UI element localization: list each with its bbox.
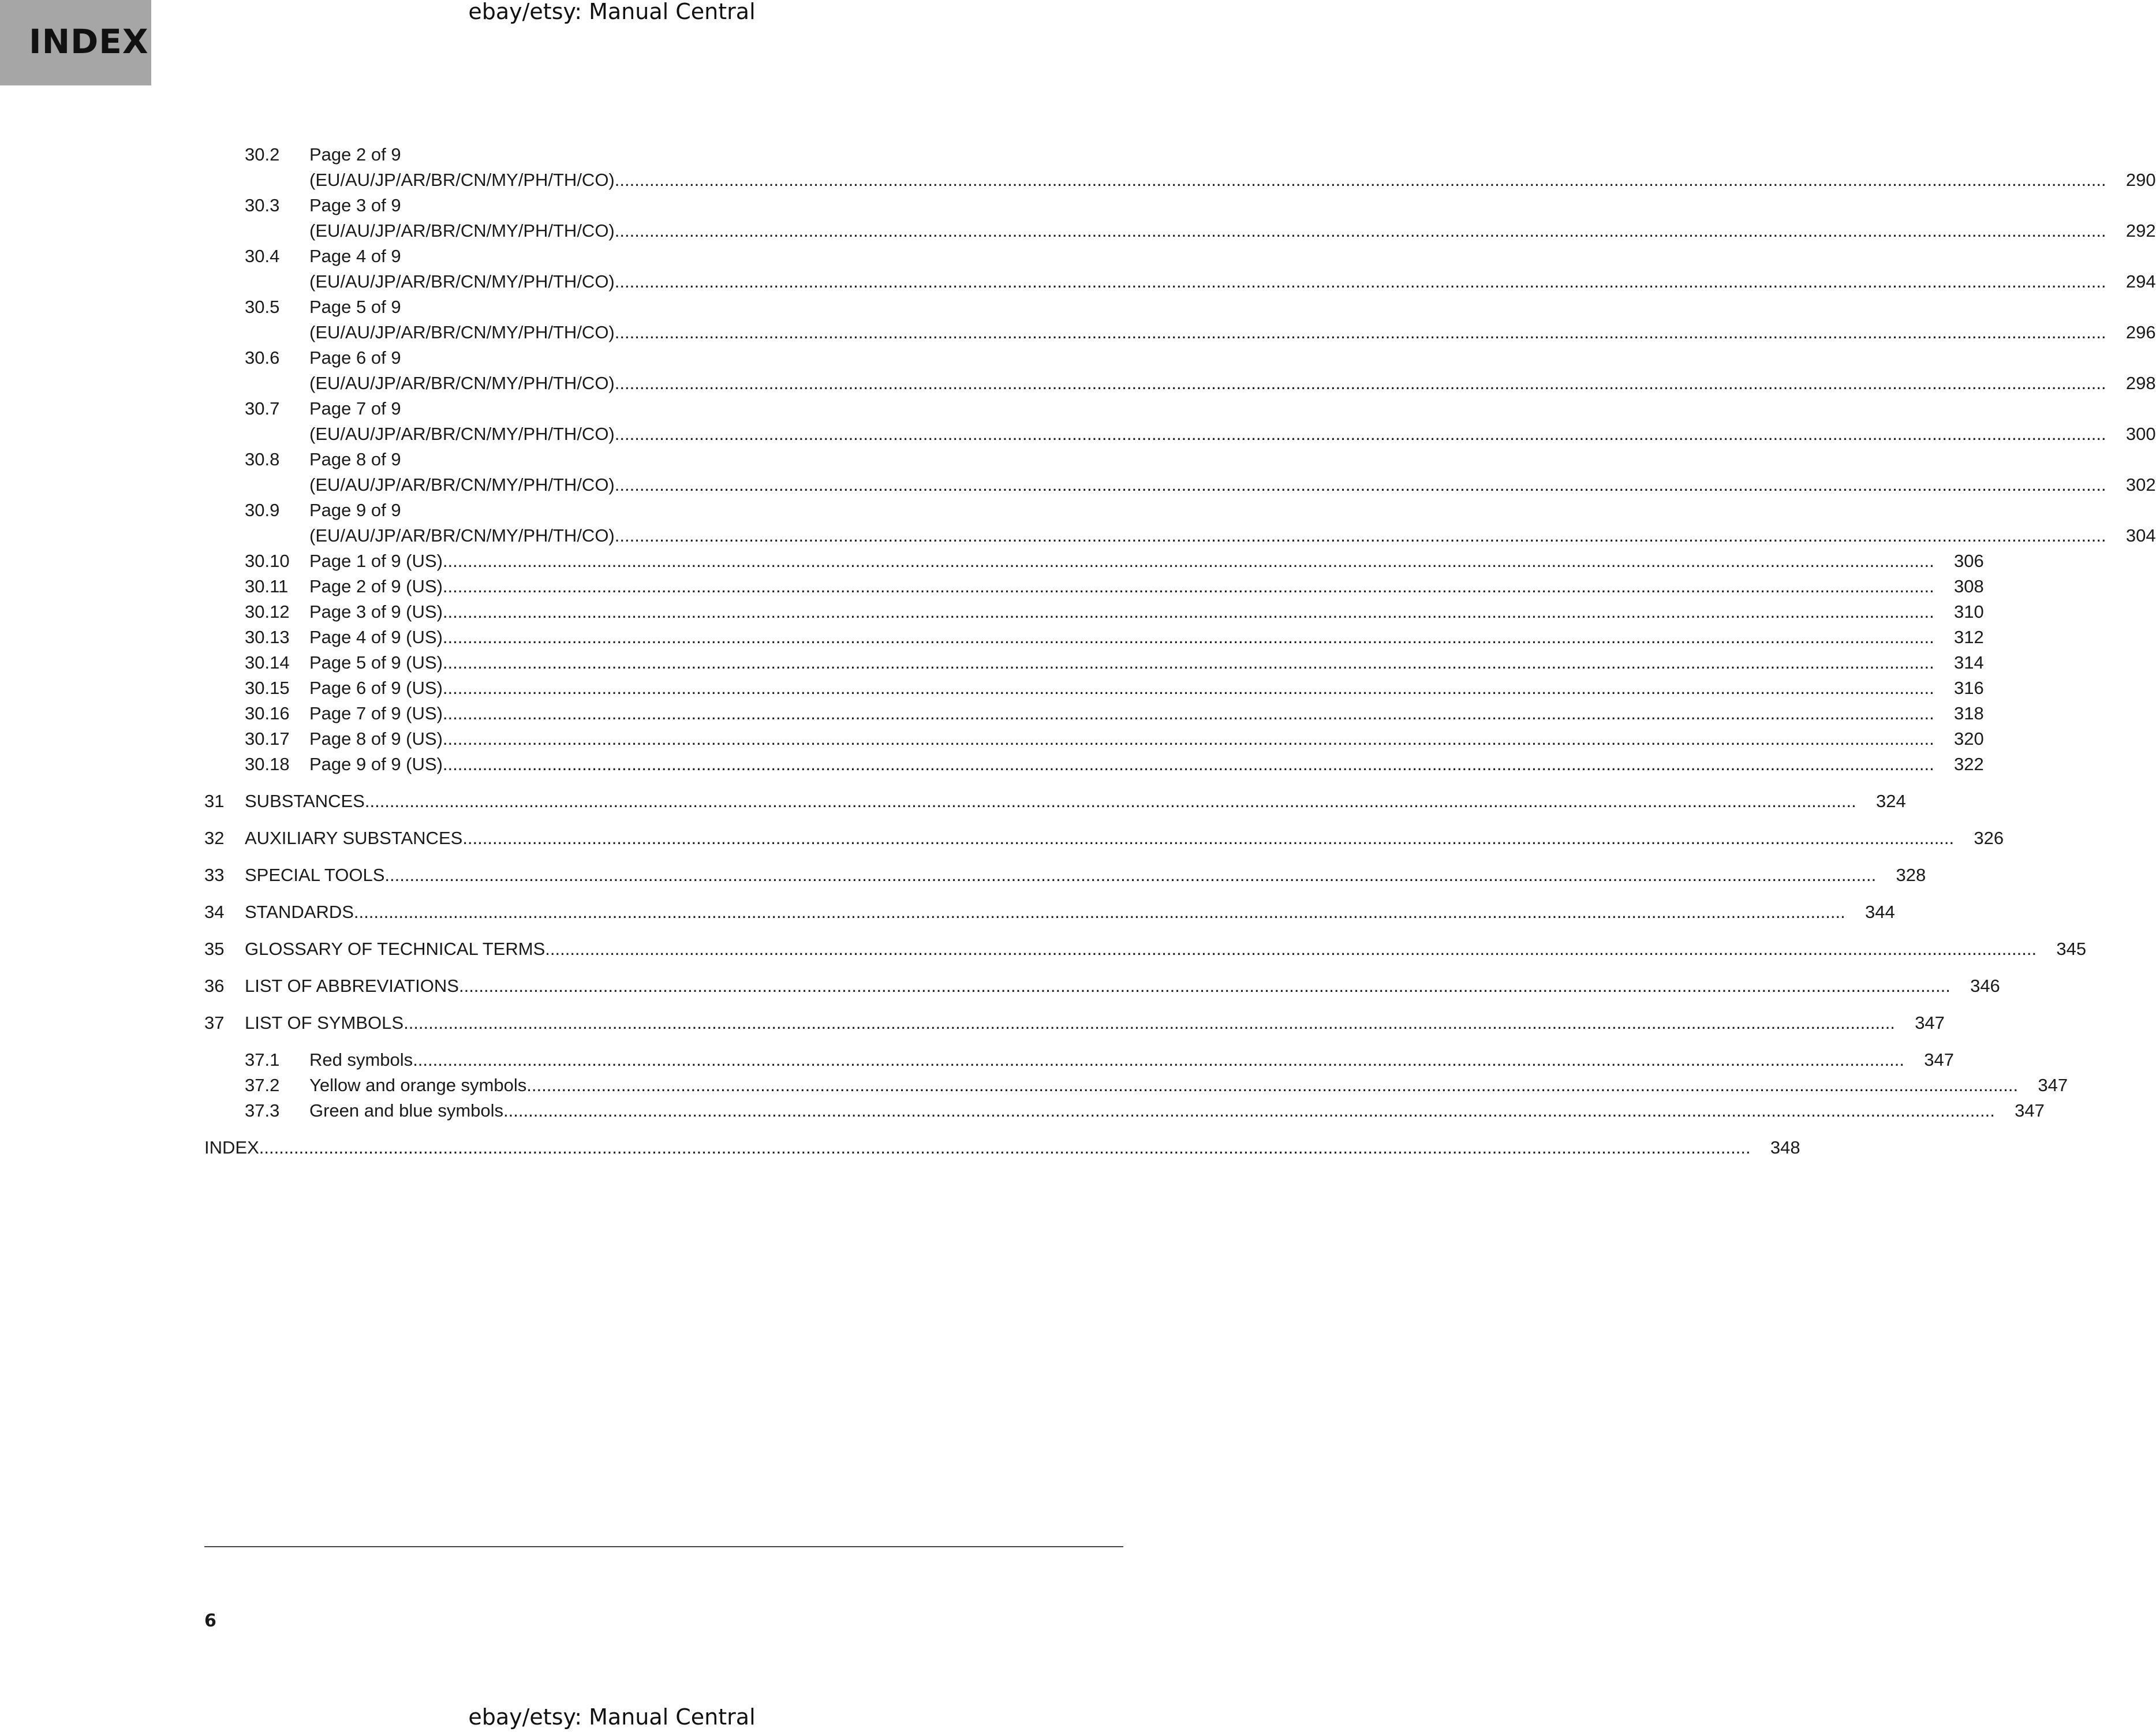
- toc-leader-dots: ............................................................................................................................................................................................................................................................................................................: [442, 576, 1934, 596]
- toc-entry-number: 30.6: [245, 348, 280, 368]
- toc-entry-title: Red symbols: [309, 1050, 413, 1070]
- table-of-contents: [204, 142, 2156, 1160]
- toc-entry-page: 347: [2038, 1075, 2068, 1095]
- toc-entry[interactable]: [204, 548, 1984, 574]
- toc-entry-number: 30.16: [245, 703, 290, 723]
- toc-leader-dots: ............................................................................................................................................................................................................................................................................................................: [458, 976, 1951, 996]
- toc-entry[interactable]: [204, 294, 2156, 345]
- toc-leader-dots: ............................................................................................................................................................................................................................................................................................................: [442, 602, 1934, 622]
- toc-entry-page: 322: [1954, 754, 1984, 774]
- toc-entry-title-continued: (EU/AU/JP/AR/BR/CN/MY/PH/TH/CO): [309, 221, 615, 241]
- toc-leader-dots: ............................................................................................................................................................................................................................................................................................................: [614, 373, 2106, 393]
- toc-entry-number: 30.11: [245, 576, 289, 596]
- toc-entry[interactable]: [204, 726, 1984, 752]
- toc-entry-number: 31: [204, 791, 225, 811]
- toc-leader-dots: ............................................................................................................................................................................................................................................................................................................: [442, 703, 1934, 723]
- toc-entry[interactable]: [204, 863, 1926, 888]
- toc-leader-dots: ............................................................................................................................................................................................................................................................................................................: [462, 828, 1955, 848]
- toc-entry[interactable]: [204, 1098, 2045, 1123]
- toc-entry-title: Page 6 of 9 (US): [309, 678, 443, 698]
- page-number: 6: [204, 1611, 216, 1631]
- toc-group-30-us: [204, 548, 1984, 777]
- toc-entry[interactable]: [204, 752, 1984, 777]
- toc-entry-number: 30.5: [245, 297, 280, 317]
- toc-entry-number: 30.17: [245, 729, 290, 749]
- toc-entry-page: 324: [1875, 791, 1906, 811]
- toc-entry-page: 302: [2125, 475, 2156, 495]
- toc-entry-title: Page 9 of 9 (US): [309, 754, 443, 774]
- toc-entry-number: 30.3: [245, 195, 280, 215]
- toc-entry-page: 314: [1954, 652, 1984, 673]
- toc-leader-dots: ............................................................................................................................................................................................................................................................................................................: [413, 1050, 1905, 1070]
- toc-entry-page: 348: [1770, 1137, 1800, 1158]
- toc-entry-page: 310: [1954, 602, 1984, 622]
- toc-entry-number: 36: [204, 976, 225, 996]
- toc-entry-number: 35: [204, 939, 225, 959]
- toc-entry[interactable]: [204, 973, 2000, 999]
- toc-entry-title: Page 1 of 9 (US): [309, 551, 443, 571]
- toc-entry-number: 30.9: [245, 500, 280, 520]
- toc-leader-dots: ............................................................................................................................................................................................................................................................................................................: [259, 1137, 1751, 1158]
- toc-entry[interactable]: [204, 498, 2156, 548]
- toc-entry-number: 30.4: [245, 246, 280, 266]
- toc-entry-title-continued: (EU/AU/JP/AR/BR/CN/MY/PH/TH/CO): [309, 322, 615, 342]
- footer-watermark: ebay/etsy: Manual Central: [468, 1704, 756, 1730]
- toc-entry-page: 296: [2125, 322, 2156, 342]
- toc-group-37: [204, 1047, 2068, 1123]
- toc-leader-dots: ............................................................................................................................................................................................................................................................................................................: [442, 652, 1934, 673]
- toc-entry-page: 347: [1915, 1013, 1945, 1033]
- toc-leader-dots: ............................................................................................................................................................................................................................................................................................................: [442, 678, 1934, 698]
- toc-entry-page: 306: [1954, 551, 1984, 571]
- toc-entry-title: Page 2 of 9 (US): [309, 576, 443, 596]
- toc-entry-title: Green and blue symbols: [309, 1100, 504, 1121]
- toc-entry-title: INDEX: [204, 1137, 259, 1158]
- toc-entry-title: Page 5 of 9: [309, 297, 401, 317]
- toc-entry[interactable]: [204, 599, 1984, 625]
- toc-entry-title: Yellow and orange symbols: [309, 1075, 527, 1095]
- toc-entry[interactable]: [204, 625, 1984, 650]
- toc-entry[interactable]: [204, 244, 2156, 294]
- toc-leader-dots: ............................................................................................................................................................................................................................................................................................................: [384, 865, 1877, 885]
- toc-entry[interactable]: [204, 193, 2156, 244]
- toc-entry-title: Page 4 of 9 (US): [309, 627, 443, 647]
- toc-entry[interactable]: [204, 142, 2156, 193]
- toc-entry-title-continued: (EU/AU/JP/AR/BR/CN/MY/PH/TH/CO): [309, 271, 615, 292]
- toc-entry-page: 292: [2125, 221, 2156, 241]
- toc-entry-number: 30.7: [245, 398, 280, 419]
- toc-entry-title-continued: (EU/AU/JP/AR/BR/CN/MY/PH/TH/CO): [309, 525, 615, 546]
- toc-entry-title: Page 3 of 9 (US): [309, 602, 443, 622]
- toc-entry[interactable]: [204, 1073, 2068, 1098]
- toc-entry-page: 344: [1865, 902, 1895, 922]
- section-tab-label: INDEX: [29, 22, 149, 61]
- toc-group-chapters: [204, 789, 2087, 1036]
- toc-entry-page: 312: [1954, 627, 1984, 647]
- toc-entry-index[interactable]: [204, 1135, 1800, 1160]
- toc-entry-page: 320: [1954, 729, 1984, 749]
- toc-entry-title: Page 8 of 9: [309, 449, 401, 469]
- toc-leader-dots: ............................................................................................................................................................................................................................................................................................................: [614, 221, 2106, 241]
- toc-entry-title: Page 9 of 9: [309, 500, 401, 520]
- toc-entry[interactable]: [204, 396, 2156, 447]
- toc-entry-number: 37.2: [245, 1075, 280, 1095]
- toc-leader-dots: ............................................................................................................................................................................................................................................................................................................: [442, 754, 1934, 774]
- toc-entry-page: 308: [1954, 576, 1984, 596]
- toc-entry[interactable]: [204, 789, 1906, 814]
- toc-entry-page: 316: [1954, 678, 1984, 698]
- toc-leader-dots: ............................................................................................................................................................................................................................................................................................................: [614, 170, 2106, 190]
- toc-entry-number: 30.18: [245, 754, 290, 774]
- toc-entry[interactable]: [204, 1047, 1955, 1073]
- toc-entry-title: Page 8 of 9 (US): [309, 729, 443, 749]
- toc-entry-title: Page 7 of 9 (US): [309, 703, 443, 723]
- toc-leader-dots: ............................................................................................................................................................................................................................................................................................................: [503, 1100, 1995, 1121]
- toc-entry[interactable]: [204, 899, 1895, 925]
- toc-entry-number: 30.14: [245, 652, 290, 673]
- toc-entry-title-continued: (EU/AU/JP/AR/BR/CN/MY/PH/TH/CO): [309, 475, 615, 495]
- toc-entry-title: Page 7 of 9: [309, 398, 401, 419]
- toc-entry-title: LIST OF ABBREVIATIONS: [245, 976, 459, 996]
- toc-leader-dots: ............................................................................................................................................................................................................................................................................................................: [614, 525, 2106, 546]
- toc-entry-number: 37.1: [245, 1050, 280, 1070]
- toc-entry[interactable]: [204, 447, 2156, 498]
- toc-entry-title-continued: (EU/AU/JP/AR/BR/CN/MY/PH/TH/CO): [309, 373, 615, 393]
- toc-entry-number: 37: [204, 1013, 225, 1033]
- toc-entry-number: 33: [204, 865, 225, 885]
- toc-leader-dots: ............................................................................................................................................................................................................................................................................................................: [526, 1075, 2019, 1095]
- toc-entry-number: 30.2: [245, 144, 280, 165]
- toc-leader-dots: ............................................................................................................................................................................................................................................................................................................: [442, 551, 1934, 571]
- toc-entry[interactable]: [204, 936, 2087, 962]
- toc-entry-number: 30.10: [245, 551, 290, 571]
- toc-entry[interactable]: [204, 1010, 1945, 1036]
- toc-entry-title: SUBSTANCES: [245, 791, 365, 811]
- toc-entry-title-continued: (EU/AU/JP/AR/BR/CN/MY/PH/TH/CO): [309, 424, 615, 444]
- toc-entry-title: LIST OF SYMBOLS: [245, 1013, 404, 1033]
- toc-entry-page: 328: [1896, 865, 1926, 885]
- toc-entry-page: 294: [2125, 271, 2156, 292]
- toc-entry-page: 346: [1970, 976, 2000, 996]
- toc-entry-title: AUXILIARY SUBSTANCES: [245, 828, 463, 848]
- footer-rule: [204, 1546, 1123, 1547]
- toc-leader-dots: ............................................................................................................................................................................................................................................................................................................: [614, 424, 2106, 444]
- toc-entry-number: 30.15: [245, 678, 290, 698]
- toc-entry[interactable]: [204, 574, 1984, 599]
- toc-entry[interactable]: [204, 701, 1984, 726]
- toc-leader-dots: ............................................................................................................................................................................................................................................................................................................: [614, 475, 2106, 495]
- toc-leader-dots: ............................................................................................................................................................................................................................................................................................................: [614, 271, 2106, 292]
- toc-entry-number: 37.3: [245, 1100, 280, 1121]
- toc-entry-number: 32: [204, 828, 225, 848]
- toc-leader-dots: ............................................................................................................................................................................................................................................................................................................: [353, 902, 1845, 922]
- toc-entry-title: Page 4 of 9: [309, 246, 401, 266]
- toc-entry-number: 34: [204, 902, 225, 922]
- toc-leader-dots: ............................................................................................................................................................................................................................................................................................................: [545, 939, 2037, 959]
- toc-entry-title: Page 6 of 9: [309, 348, 401, 368]
- toc-entry-number: 30.12: [245, 602, 290, 622]
- toc-entry-title: SPECIAL TOOLS: [245, 865, 385, 885]
- header-watermark: ebay/etsy: Manual Central: [468, 0, 756, 24]
- toc-entry-number: 30.8: [245, 449, 280, 469]
- toc-entry[interactable]: [204, 826, 2004, 851]
- toc-leader-dots: ............................................................................................................................................................................................................................................................................................................: [442, 729, 1934, 749]
- toc-entry-page: 298: [2125, 373, 2156, 393]
- toc-leader-dots: ............................................................................................................................................................................................................................................................................................................: [364, 791, 1856, 811]
- toc-entry-page: 347: [1924, 1050, 1955, 1070]
- toc-entry-title: GLOSSARY OF TECHNICAL TERMS: [245, 939, 545, 959]
- toc-entry-page: 290: [2125, 170, 2156, 190]
- toc-entry-page: 347: [2015, 1100, 2045, 1121]
- toc-group-30-wrapped: [204, 142, 2156, 548]
- toc-entry-title-continued: (EU/AU/JP/AR/BR/CN/MY/PH/TH/CO): [309, 170, 615, 190]
- toc-entry-page: 326: [1974, 828, 2004, 848]
- toc-entry-page: 300: [2125, 424, 2156, 444]
- toc-leader-dots: ............................................................................................................................................................................................................................................................................................................: [614, 322, 2106, 342]
- toc-entry[interactable]: [204, 650, 1984, 675]
- toc-entry-title: Page 5 of 9 (US): [309, 652, 443, 673]
- toc-entry-title: Page 2 of 9: [309, 144, 401, 165]
- toc-entry[interactable]: [204, 675, 1984, 701]
- toc-entry-page: 304: [2125, 525, 2156, 546]
- toc-leader-dots: ............................................................................................................................................................................................................................................................................................................: [442, 627, 1934, 647]
- toc-entry-title: STANDARDS: [245, 902, 354, 922]
- toc-entry-title: Page 3 of 9: [309, 195, 401, 215]
- toc-entry-page: 345: [2056, 939, 2087, 959]
- toc-entry-number: 30.13: [245, 627, 290, 647]
- toc-entry-page: 318: [1954, 703, 1984, 723]
- toc-leader-dots: ............................................................................................................................................................................................................................................................................................................: [403, 1013, 1895, 1033]
- toc-entry[interactable]: [204, 345, 2156, 396]
